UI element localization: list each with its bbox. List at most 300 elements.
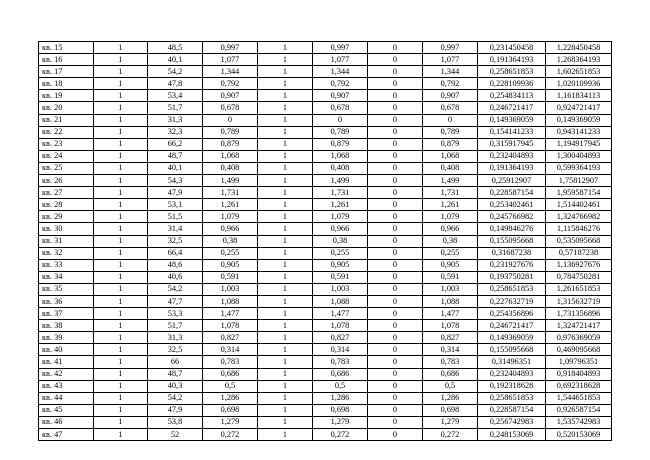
table-cell: 0 [368,66,423,78]
table-cell: 1 [94,78,148,90]
table-cell: 1 [258,416,313,428]
table-cell: 1,286 [423,392,478,404]
table-cell: 1,324721417 [546,320,612,332]
table-cell: 0,408 [313,162,368,174]
table-cell: 0 [368,150,423,162]
table-cell: 1 [94,404,148,416]
table-cell: 0 [313,114,368,126]
table-cell: 1,068 [203,150,258,162]
apartment-label-cell: кв. 29 [39,211,94,223]
table-cell: 1,003 [313,283,368,295]
table-cell: 0 [368,271,423,283]
table-cell: 1,088 [423,295,478,307]
table-cell: 0 [368,416,423,428]
table-cell: 1,602651853 [546,66,612,78]
table-cell: 0,408 [423,162,478,174]
table-cell: 1,136927676 [546,259,612,271]
table-cell: 1 [258,308,313,320]
table-cell: 0,232404893 [478,368,546,380]
table-cell: 1 [258,187,313,199]
table-cell: 1 [94,235,148,247]
table-cell: 1,068 [313,150,368,162]
table-cell: 0,966 [203,223,258,235]
table-cell: 31,3 [148,332,203,344]
table-cell: 1 [258,138,313,150]
table-row [39,126,612,138]
table-cell: 0,228587154 [478,404,546,416]
table-cell: 47,9 [148,404,203,416]
table-cell: 0,827 [423,332,478,344]
table-row [39,162,612,174]
table-cell: 1,75812907 [546,175,612,187]
table-cell: 1 [258,54,313,66]
table-cell: 0,997 [313,42,368,54]
table-cell: 0,591 [313,271,368,283]
table-cell: 53,1 [148,199,203,211]
table-cell: 0,976369059 [546,332,612,344]
table-cell: 1,300404893 [546,150,612,162]
table-cell: 1,324766982 [546,211,612,223]
apartment-label-cell: кв. 20 [39,102,94,114]
table-cell: 1,088 [203,295,258,307]
table-cell: 0 [368,78,423,90]
table-cell: 1 [258,259,313,271]
table-cell: 51,5 [148,211,203,223]
table-cell: 54,2 [148,392,203,404]
table-cell: 0,272 [423,429,478,441]
table-body [39,42,612,441]
table-row [39,320,612,332]
table-cell: 1 [258,223,313,235]
table-cell: 0 [203,114,258,126]
table-cell: 1 [94,271,148,283]
table-cell: 0,5 [423,380,478,392]
table-row [39,78,612,90]
table-cell: 1,279 [203,416,258,428]
apartment-label-cell: кв. 18 [39,78,94,90]
table-cell: 0,272 [203,429,258,441]
table-cell: 1,279 [423,416,478,428]
table-cell: 1 [258,162,313,174]
table-cell: 0,469095668 [546,344,612,356]
table-cell: 1 [94,283,148,295]
table-cell: 1,079 [313,211,368,223]
table-cell: 1 [94,320,148,332]
table-cell: 1,228450458 [546,42,612,54]
table-cell: 0,907 [313,90,368,102]
apartment-label-cell: кв. 30 [39,223,94,235]
table-cell: 0,678 [313,102,368,114]
table-cell: 1,078 [423,320,478,332]
table-cell: 0 [368,368,423,380]
table-cell: 1 [258,344,313,356]
table-cell: 0,149369059 [478,332,546,344]
table-cell: 0,5 [203,380,258,392]
table-cell: 1 [258,78,313,90]
table-cell: 1,194917945 [546,138,612,150]
table-cell: 1,731 [313,187,368,199]
apartment-label-cell: кв. 21 [39,114,94,126]
table-cell: 0,253402461 [478,199,546,211]
table-cell: 0,692318628 [546,380,612,392]
table-cell: 1 [94,247,148,259]
table-row [39,211,612,223]
table-cell: 0,245766982 [478,211,546,223]
table-cell: 1 [94,392,148,404]
apartment-label-cell: кв. 22 [39,126,94,138]
table-cell: 1 [94,66,148,78]
table-cell: 1 [258,42,313,54]
table-cell: 1 [94,295,148,307]
table-cell: 0,193750281 [478,271,546,283]
table-cell: 0 [368,259,423,271]
table-cell: 1 [258,235,313,247]
table-cell: 0,789 [313,126,368,138]
table-cell: 0,943141233 [546,126,612,138]
table-cell: 0 [368,211,423,223]
table-cell: 0,905 [203,259,258,271]
table-cell: 0,905 [423,259,478,271]
table-cell: 0,154141233 [478,126,546,138]
table-cell: 1,261 [313,199,368,211]
apartment-label-cell: кв. 36 [39,295,94,307]
apartment-label-cell: кв. 41 [39,356,94,368]
table-row [39,114,612,126]
table-cell: 0,255 [313,247,368,259]
apartment-label-cell: кв. 32 [39,247,94,259]
table-row [39,356,612,368]
table-cell: 0 [368,295,423,307]
table-cell: 0 [368,199,423,211]
table-row [39,199,612,211]
table-cell: 1,09796351 [546,356,612,368]
table-row [39,247,612,259]
table-cell: 0 [368,114,423,126]
table-cell: 1,286 [203,392,258,404]
table-cell: 0,408 [203,162,258,174]
table-cell: 1 [258,332,313,344]
table-cell: 1 [94,308,148,320]
table-cell: 0,191364193 [478,54,546,66]
table-cell: 1,499 [313,175,368,187]
table-row [39,102,612,114]
apartment-label-cell: кв. 17 [39,66,94,78]
apartment-label-cell: кв. 26 [39,175,94,187]
table-cell: 1 [258,175,313,187]
apartment-label-cell: кв. 23 [39,138,94,150]
table-cell: 0,38 [313,235,368,247]
table-cell: 40,1 [148,162,203,174]
table-cell: 1 [258,295,313,307]
apartment-data-table [38,41,612,441]
table-cell: 40,3 [148,380,203,392]
table-cell: 0 [368,42,423,54]
table-cell: 1,731 [203,187,258,199]
table-cell: 1 [94,187,148,199]
apartment-label-cell: кв. 37 [39,308,94,320]
table-cell: 0,792 [203,78,258,90]
table-cell: 1,344 [423,66,478,78]
table-cell: 1,003 [203,283,258,295]
table-row [39,54,612,66]
table-cell: 1,077 [423,54,478,66]
table-cell: 0,155095668 [478,344,546,356]
table-cell: 1,731 [423,187,478,199]
table-cell: 0,258651853 [478,392,546,404]
table-cell: 40,1 [148,54,203,66]
table-row [39,380,612,392]
table-cell: 1 [258,320,313,332]
table-cell: 54,2 [148,283,203,295]
table-cell: 1,315632719 [546,295,612,307]
table-cell: 0,789 [203,126,258,138]
table-cell: 0,256742983 [478,416,546,428]
table-cell: 51,7 [148,320,203,332]
apartment-label-cell: кв. 34 [39,271,94,283]
table-row [39,308,612,320]
table-cell: 0,783 [313,356,368,368]
table-cell: 1 [94,102,148,114]
table-row [39,223,612,235]
table-cell: 1 [258,66,313,78]
table-cell: 0,997 [203,42,258,54]
table-cell: 0,784750281 [546,271,612,283]
table-cell: 0 [368,344,423,356]
table-cell: 1 [94,199,148,211]
table-cell: 53,4 [148,90,203,102]
table-row [39,187,612,199]
table-cell: 32,3 [148,126,203,138]
table-cell: 1,959587154 [546,187,612,199]
table-cell: 0 [368,283,423,295]
table-cell: 0,232404893 [478,150,546,162]
table-cell: 0 [368,332,423,344]
table-cell: 1 [94,223,148,235]
table-cell: 1 [94,344,148,356]
table-cell: 1,261 [423,199,478,211]
apartment-label-cell: кв. 39 [39,332,94,344]
table-cell: 1,077 [203,54,258,66]
table-cell: 1,078 [313,320,368,332]
table-cell: 1,079 [423,211,478,223]
table-cell: 0,827 [203,332,258,344]
table-cell: 1 [94,356,148,368]
table-cell: 1 [94,126,148,138]
table-cell: 0 [368,429,423,441]
table-cell: 1,514402461 [546,199,612,211]
table-cell: 1 [258,380,313,392]
table-cell: 1 [94,259,148,271]
table-cell: 0,698 [203,404,258,416]
table-cell: 0,314 [423,344,478,356]
table-cell: 0 [368,187,423,199]
table-cell: 1 [94,175,148,187]
table-cell: 1 [258,429,313,441]
table-cell: 1,077 [313,54,368,66]
apartment-label-cell: кв. 44 [39,392,94,404]
apartment-label-cell: кв. 31 [39,235,94,247]
table-cell: 1 [258,283,313,295]
table-cell: 0,905 [313,259,368,271]
table-cell: 0,228109936 [478,78,546,90]
table-cell: 1 [94,429,148,441]
table-cell: 0,272 [313,429,368,441]
table-cell: 0,520153069 [546,429,612,441]
table-cell: 47,7 [148,295,203,307]
table-cell: 0 [368,380,423,392]
table-cell: 54,2 [148,66,203,78]
table-cell: 0,255 [203,247,258,259]
table-cell: 0 [368,175,423,187]
table-cell: 1 [94,42,148,54]
table-cell: 0 [423,114,478,126]
table-cell: 0,246721417 [478,320,546,332]
table-cell: 0,591 [423,271,478,283]
table-cell: 0,599364193 [546,162,612,174]
table-cell: 0,879 [313,138,368,150]
table-cell: 52 [148,429,203,441]
table-cell: 0 [368,247,423,259]
table-row [39,271,612,283]
table-cell: 0,155095668 [478,235,546,247]
table-cell: 1,499 [203,175,258,187]
table-cell: 1,020109936 [546,78,612,90]
table-cell: 54,3 [148,175,203,187]
apartment-label-cell: кв. 25 [39,162,94,174]
table-cell: 0,698 [423,404,478,416]
table-cell: 0,57187238 [546,247,612,259]
table-cell: 1 [258,247,313,259]
table-cell: 1,499 [423,175,478,187]
table-cell: 1,268364193 [546,54,612,66]
table-cell: 0 [368,404,423,416]
table-cell: 0,926587154 [546,404,612,416]
apartment-label-cell: кв. 38 [39,320,94,332]
table-cell: 1 [258,356,313,368]
table-cell: 1 [94,114,148,126]
table-row [39,283,612,295]
table-cell: 0,246721417 [478,102,546,114]
table-cell: 0,783 [423,356,478,368]
table-cell: 0 [368,162,423,174]
table-cell: 0,783 [203,356,258,368]
table-cell: 1,261651853 [546,283,612,295]
table-cell: 0,255 [423,247,478,259]
table-cell: 1 [258,404,313,416]
table-row [39,332,612,344]
table-cell: 0,924721417 [546,102,612,114]
table-row [39,138,612,150]
table-cell: 0 [368,392,423,404]
table-cell: 0,258651853 [478,283,546,295]
table-cell: 0,25912907 [478,175,546,187]
table-cell: 0,686 [313,368,368,380]
table-cell: 0,792 [423,78,478,90]
table-cell: 0,315917945 [478,138,546,150]
table-cell: 1 [258,199,313,211]
table-cell: 0,248153069 [478,429,546,441]
table-cell: 1 [94,150,148,162]
table-cell: 1 [94,368,148,380]
table-cell: 1 [258,90,313,102]
table-cell: 0,149369059 [478,114,546,126]
table-cell: 66,2 [148,138,203,150]
table-cell: 0,191364193 [478,162,546,174]
table-cell: 1 [94,90,148,102]
table-cell: 0,686 [203,368,258,380]
table-cell: 1,344 [313,66,368,78]
table-cell: 1 [258,102,313,114]
table-cell: 1,477 [203,308,258,320]
table-cell: 0 [368,235,423,247]
table-cell: 0,149369059 [546,114,612,126]
apartment-label-cell: кв. 35 [39,283,94,295]
table-cell: 32,5 [148,235,203,247]
table-row [39,90,612,102]
table-cell: 1 [94,332,148,344]
table-cell: 1,115846276 [546,223,612,235]
table-cell: 0,38 [203,235,258,247]
table-cell: 0,38 [423,235,478,247]
table-cell: 66 [148,356,203,368]
table-row [39,150,612,162]
table-cell: 1 [258,211,313,223]
table-row [39,404,612,416]
table-cell: 0,827 [313,332,368,344]
table-cell: 48,6 [148,259,203,271]
table-cell: 0,314 [203,344,258,356]
table-cell: 1,161834113 [546,90,612,102]
table-cell: 0,907 [203,90,258,102]
table-cell: 0,231927676 [478,259,546,271]
table-row [39,416,612,428]
table-row [39,295,612,307]
table-row [39,344,612,356]
table-cell: 1,088 [313,295,368,307]
table-cell: 1 [258,126,313,138]
table-cell: 0,966 [313,223,368,235]
table-cell: 0 [368,223,423,235]
table-cell: 0 [368,54,423,66]
table-row [39,66,612,78]
table-cell: 48,5 [148,42,203,54]
table-cell: 1 [258,150,313,162]
table-cell: 1 [94,416,148,428]
table-cell: 1 [94,138,148,150]
table-row [39,368,612,380]
table-cell: 1 [94,380,148,392]
table-cell: 0,535095668 [546,235,612,247]
apartment-label-cell: кв. 28 [39,199,94,211]
table-cell: 32,5 [148,344,203,356]
table-cell: 1 [258,368,313,380]
table-cell: 0,686 [423,368,478,380]
table-cell: 0,314 [313,344,368,356]
table-cell: 1 [258,392,313,404]
table-cell: 1,477 [423,308,478,320]
table-row [39,175,612,187]
table-cell: 0,228587154 [478,187,546,199]
apartment-label-cell: кв. 40 [39,344,94,356]
table-row [39,42,612,54]
table-cell: 1 [94,162,148,174]
apartment-label-cell: кв. 19 [39,90,94,102]
table-row [39,235,612,247]
apartment-label-cell: кв. 45 [39,404,94,416]
table-cell: 1,003 [423,283,478,295]
table-cell: 0,591 [203,271,258,283]
table-cell: 1,544651853 [546,392,612,404]
